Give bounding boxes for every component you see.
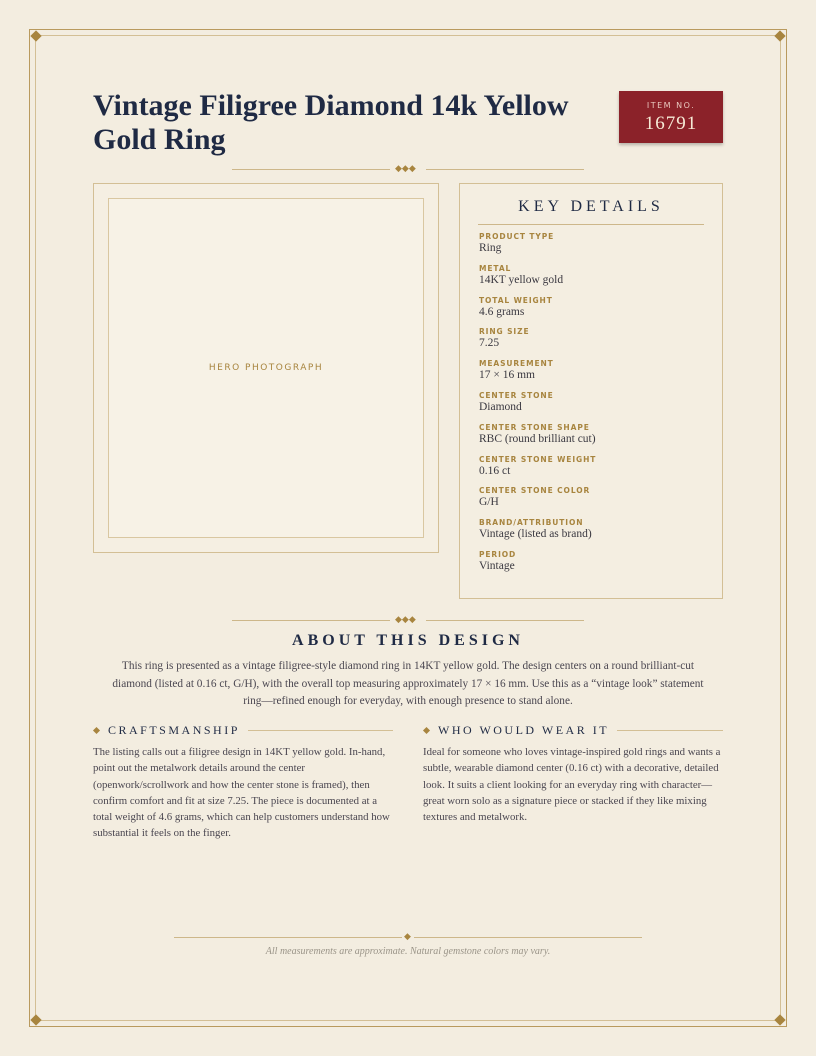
- detail-value: 4.6 grams: [479, 305, 525, 318]
- hero-photograph: [93, 183, 439, 553]
- detail-value: Vintage (listed as brand): [479, 528, 592, 541]
- craftsmanship-heading-text: CRAFTSMANSHIP: [108, 722, 240, 737]
- craftsmanship-text: The listing calls out a filigree design in 14KT yellow gold. In-hand, point out the metalwork details around the center (openwork/scrollwork and how the center stone is framed), then confirm comfort and fit at size 7.25. The piece is documented at a total weight of 4.6 grams, which can help customers understand how substantial it feels on the finger.: [93, 746, 390, 840]
- detail-value: 17 × 16 mm: [479, 369, 536, 382]
- detail-label: CENTER STONE WEIGHT: [479, 454, 597, 464]
- key-details-list: [479, 232, 708, 582]
- detail-value: 7.25: [479, 337, 500, 350]
- detail-ring-size: [479, 327, 708, 359]
- detail-value: 0.16 ct: [479, 464, 511, 477]
- detail-total-weight: [479, 296, 708, 328]
- heading-rule: [248, 730, 393, 731]
- detail-label: CENTER STONE: [479, 390, 554, 400]
- detail-measurement: [479, 359, 708, 391]
- divider-ornament-icon: ◆: [404, 932, 411, 942]
- item-number-label: ITEM NO.: [646, 101, 696, 110]
- detail-label: TOTAL WEIGHT: [479, 295, 553, 305]
- detail-value: 14KT yellow gold: [479, 273, 564, 286]
- hero-caption: HERO PHOTOGRAPH: [208, 363, 324, 373]
- detail-label: MEASUREMENT: [479, 359, 554, 369]
- key-details-heading: KEY DETAILS: [518, 198, 664, 215]
- detail-center-stone-color: [479, 486, 708, 518]
- key-details-rule: [478, 224, 704, 225]
- diamond-bullet-icon: [423, 726, 430, 733]
- detail-period: [479, 550, 708, 582]
- detail-label: BRAND/ATTRIBUTION: [479, 518, 584, 528]
- item-number-badge: [619, 91, 723, 143]
- detail-metal: [479, 264, 708, 296]
- diamond-bullet-icon: [93, 726, 100, 733]
- detail-value: G/H: [479, 496, 499, 509]
- divider-ornament-icon: ◆◆◆: [395, 164, 416, 174]
- detail-label: RING SIZE: [479, 327, 530, 337]
- detail-value: Vintage: [479, 559, 515, 572]
- about-divider: [232, 615, 584, 625]
- who-would-wear-text: Ideal for someone who loves vintage-inspired gold rings and wants a subtle, wearable diamond center (0.16 ct) with a decorative, detailed look. It suits a client looking for an everyday ring with character—great worn solo as a signature piece or stacked if they like mixing textures and metalwork.: [423, 746, 721, 824]
- footer-note: All measurements are approximate. Natural gemstone colors may vary.: [265, 946, 551, 957]
- detail-brand-attribution: [479, 518, 708, 550]
- title-divider: [232, 164, 584, 174]
- detail-center-stone-weight: [479, 455, 708, 487]
- detail-value: Ring: [479, 242, 502, 254]
- detail-label: CENTER STONE COLOR: [479, 486, 591, 496]
- who-would-wear-heading: [423, 723, 723, 737]
- detail-label: METAL: [479, 263, 512, 273]
- detail-product-type: [479, 232, 708, 264]
- divider-ornament-icon: ◆◆◆: [395, 615, 416, 625]
- page-title: Vintage Filigree Diamond 14k Yellow Gold Ring: [93, 89, 569, 156]
- about-text: This ring is presented as a vintage filigree-style diamond ring in 14KT yellow gold. The design centers on a round brilliant-cut diamond (listed at 0.16 ct, G/H), with the overall top measuring approximately 17 × 16 mm. Use this as a “vintage look” statement ring—refined enough for everyday, with enough presence to stand alone.: [112, 660, 704, 707]
- key-details-panel: [459, 183, 723, 599]
- item-number-value: 16791: [644, 113, 698, 134]
- footer-divider: [174, 932, 642, 942]
- detail-center-stone: [479, 391, 708, 423]
- heading-rule: [617, 730, 723, 731]
- craftsmanship-heading: [93, 723, 393, 737]
- detail-label: PERIOD: [479, 549, 517, 559]
- detail-label: CENTER STONE SHAPE: [479, 422, 590, 432]
- detail-value: Diamond: [479, 400, 522, 413]
- detail-value: RBC (round brilliant cut): [479, 432, 596, 445]
- about-heading: ABOUT THIS DESIGN: [292, 632, 524, 649]
- detail-center-stone-shape: [479, 423, 708, 455]
- detail-label: PRODUCT TYPE: [479, 232, 555, 241]
- who-would-wear-heading-text: WHO WOULD WEAR IT: [438, 722, 610, 737]
